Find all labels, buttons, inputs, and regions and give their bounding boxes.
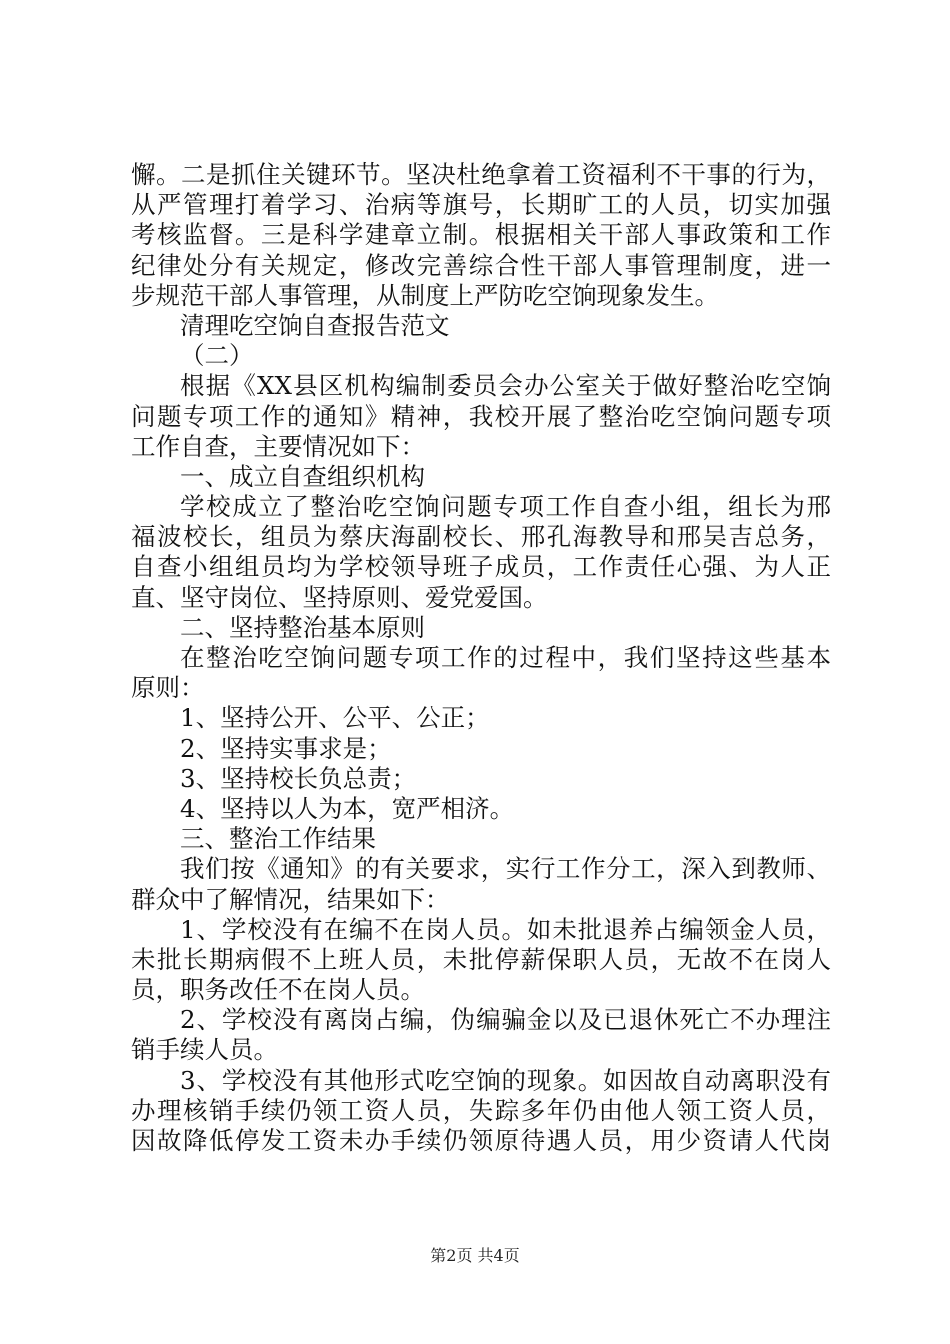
text-line: 学校成立了整治吃空饷问题专项工作自查小组，组长为邢: [180, 492, 831, 522]
text-line: 原则：: [131, 673, 205, 703]
text-line: 1、学校没有在编不在岗人员。如未批退养占编领金人员，: [180, 914, 831, 944]
page-number: 第2页 共4页: [430, 1246, 520, 1265]
text-line: 工作自查，主要情况如下：: [131, 431, 425, 461]
text-line: 在整治吃空饷问题专项工作的过程中，我们坚持这些基本: [180, 643, 831, 672]
section-heading: 三、整治工作结果: [180, 824, 376, 854]
list-item: 2、坚持实事求是；: [180, 733, 392, 763]
section-subtitle: （二）: [180, 341, 254, 371]
list-item: 4、坚持以人为本，宽严相济。: [180, 793, 515, 823]
text-line: 我们按《通知》的有关要求，实行工作分工，深入到教师、: [180, 854, 831, 884]
text-line: 自查小组组员均为学校领导班子成员，工作责任心强、为人正: [131, 552, 831, 582]
text-line: 直、坚守岗位、坚持原则、爱党爱国。: [131, 582, 548, 612]
text-line: 从严管理打着学习、治病等旗号，长期旷工的人员，切实加强: [131, 190, 831, 220]
text-line: 2、学校没有离岗占编，伪编骗金以及已退休死亡不办理注: [180, 1005, 831, 1035]
document-body: [131, 160, 831, 1156]
text-line: 群众中了解情况，结果如下：: [131, 884, 450, 914]
text-line: 3、学校没有其他形式吃空饷的现象。如因故自动离职没有: [180, 1065, 831, 1095]
section-title: 清理吃空饷自查报告范文: [180, 310, 450, 340]
text-line: 未批长期病假不上班人员，未批停薪保职人员，无故不在岗人: [131, 944, 831, 974]
text-line: 福波校长，组员为蔡庆海副校长、邢孔海教导和邢吴吉总务，: [131, 522, 831, 552]
text-line: 纪律处分有关规定，修改完善综合性干部人事管理制度，进一: [131, 250, 831, 280]
text-line: 因故降低停发工资未办手续仍领原待遇人员，用少资请人代岗: [131, 1126, 831, 1155]
list-item: 3、坚持校长负总责；: [180, 763, 417, 793]
text-line: 考核监督。三是科学建章立制。根据相关干部人事政策和工作: [131, 220, 831, 250]
text-line: 懈。二是抓住关键环节。坚决杜绝拿着工资福利不干事的行为，: [131, 160, 831, 189]
text-line: 问题专项工作的通知》精神，我校开展了整治吃空饷问题专项: [131, 401, 831, 431]
section-heading: 一、成立自查组织机构: [180, 461, 425, 491]
text-line: 销手续人员。: [131, 1035, 278, 1065]
text-line: 员，职务改任不在岗人员。: [131, 975, 425, 1005]
text-line: 根据《XX县区机构编制委员会办公室关于做好整治吃空饷: [180, 371, 831, 401]
text-line: 办理核销手续仍领工资人员，失踪多年仍由他人领工资人员，: [131, 1095, 831, 1125]
list-item: 1、坚持公开、公平、公正；: [180, 703, 490, 733]
text-line: 步规范干部人事管理，从制度上严防吃空饷现象发生。: [131, 280, 719, 310]
section-heading: 二、坚持整治基本原则: [180, 612, 425, 642]
